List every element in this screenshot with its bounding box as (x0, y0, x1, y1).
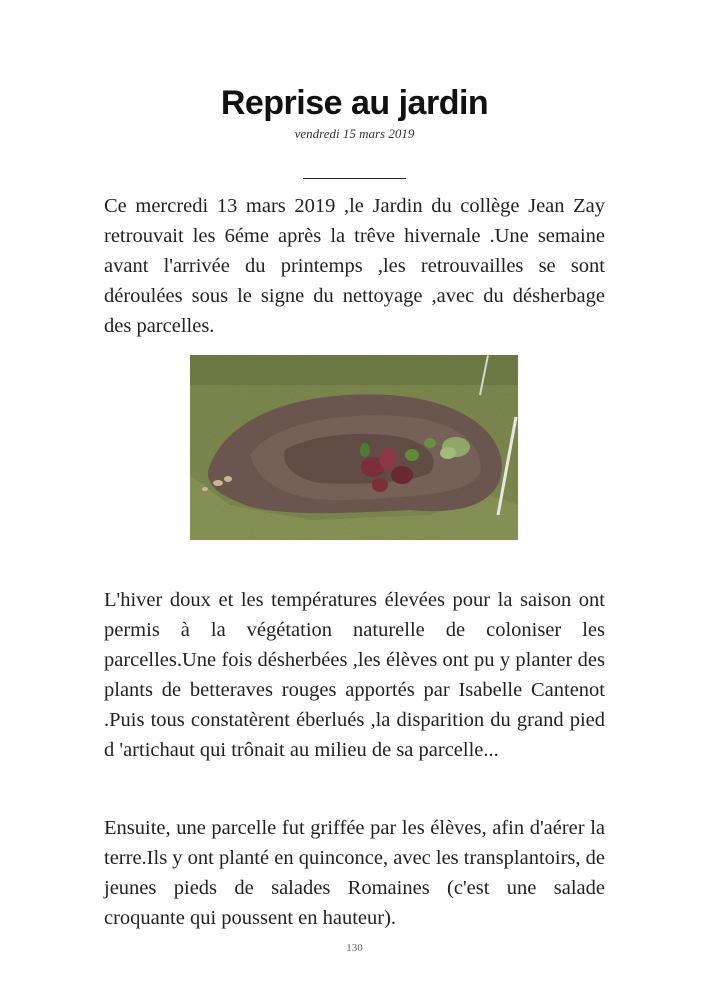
page-number: 130 (346, 942, 363, 954)
publication-date: vendredi 15 mars 2019 (294, 126, 415, 141)
paragraph-winter: L'hiver doux et les températures élevées pour la saison ont permis à la végétation naturelle de coloniser les parcelles.Une fois désherbées ,les élèves ont pu y planter des plants de betteraves rouges apportés par Isabelle Cantenot .Puis tous constatèrent éberlués ,la disparition du grand pied d 'artichaut qui trônait au milieu de sa parcelle... (104, 589, 605, 761)
paragraph-planting: Ensuite, une parcelle fut griffée par les élèves, afin d'aérer la terre.Ils y ont planté en quinconce, avec les transplantoirs, de jeunes pieds de salades Romaines (c'est une salade croquante qui poussent en hauteur). (104, 817, 605, 929)
page-title: Reprise au jardin (220, 84, 489, 122)
garden-photo (190, 355, 518, 540)
paragraph-intro: Ce mercredi 13 mars 2019 ,le Jardin du collège Jean Zay retrouvait les 6éme après la trêve hivernale .Une semaine avant l'arrivée du printemps ,les retrouvailles se sont déroulées sous le signe du nettoyage ,avec du désherbage des parcelles. (104, 195, 605, 337)
title-divider (303, 178, 406, 179)
